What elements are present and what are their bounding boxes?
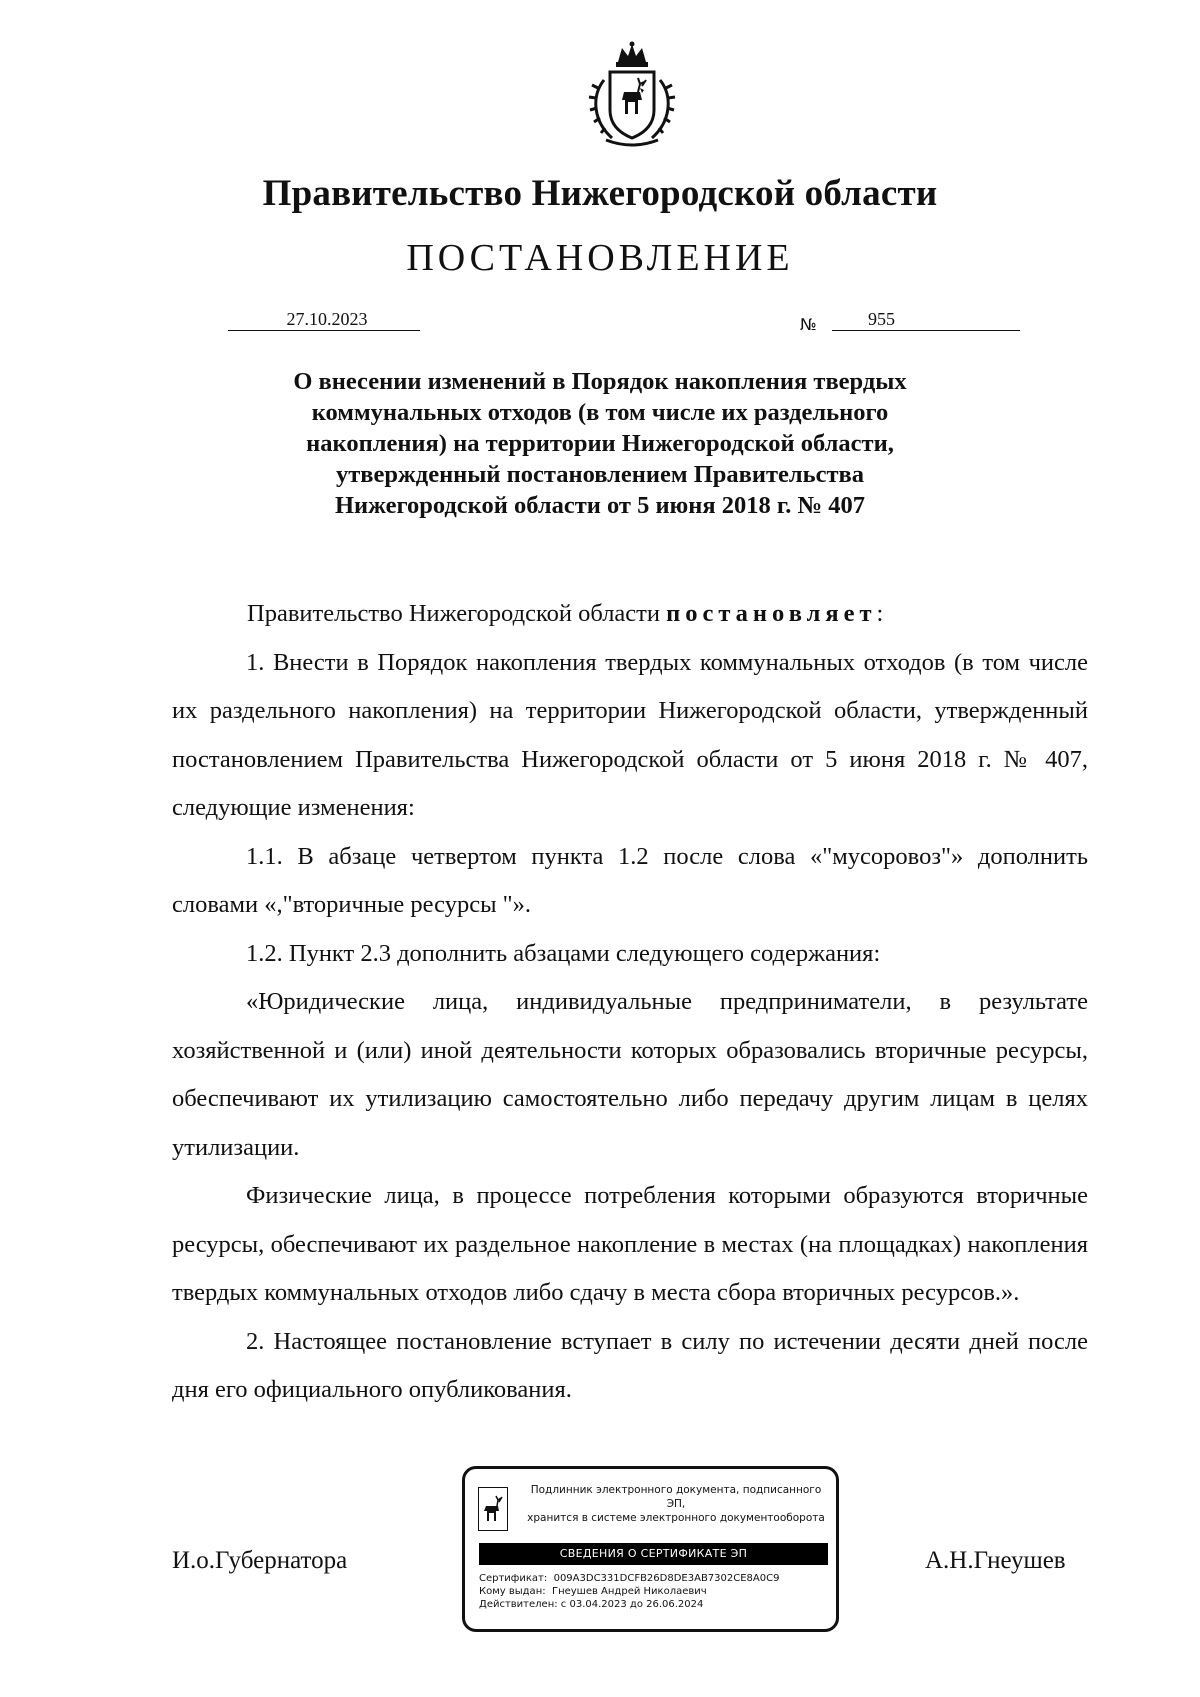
intro-prefix: Правительство Нижегородской области [247,600,667,627]
paragraph-1-1: 1.1. В абзаце четвертом пункта 1.2 после слова «"мусоровоз"» дополнить словами «,"вторичные ресурсы "». [172,842,1088,918]
document-number: 955 [832,307,1020,331]
document-type: ПОСТАНОВЛЕНИЕ [406,237,794,279]
issued-row [479,1585,779,1598]
valid-label: Действителен: [479,1599,558,1610]
issued-label: Кому выдан: [479,1586,546,1597]
issued-value: Гнеушев Андрей Николаевич [551,1586,707,1597]
paragraph-1-2: 1.2. Пункт 2.3 дополнить абзацами следующего содержания: [246,939,881,967]
document-date: 27.10.2023 [228,307,420,331]
electronic-signature-stamp [462,1466,839,1632]
intro-paragraph [172,590,1088,639]
quoted-paragraph-1: «Юридические лица, индивидуальные предприниматели, в результате хозяйственной и (или) иной деятельности которых образовались вторичные ресурсы, обеспечивают их утилизацию самостоятельно либо передачу другим лицам в целях утилизации. [172,988,1088,1161]
signatory-name: А.Н.Гнеушев [925,1547,1066,1574]
certificate-row [479,1572,779,1585]
number-sign: № [800,315,817,334]
quoted-paragraph-2: Физические лица, в процессе потребления которыми образуются вторичные ресурсы, обеспечивают их раздельное накопление в местах (на площадках) накопления твердых коммунальных отходов либо сдачу в места сбора вторичных ресурсов.». [172,1182,1088,1306]
stamp-header [520,1483,832,1525]
stamp-line-2: хранится в системе электронного документооборота [527,1512,825,1524]
signatory-position: И.о.Губернатора [172,1547,348,1574]
document-heading: О внесении изменений в Порядок накопления твердых коммунальных отходов (в том числе их раздельного накопления) на территории Нижегородской области, утвержденный постановлением Правительства Нижегородской области от 5 июня 2018 г. № 407 [293,368,907,519]
paragraph-1: 1. Внести в Порядок накопления твердых коммунальных отходов (в том числе их раздельного накопления) на территории Нижегородской области, утвержденный постановлением Правительства Нижегородской области от 5 июня 2018 г. № 407, следующие изменения: [172,648,1088,821]
document-body [172,590,1088,1415]
certificate-bar: СВЕДЕНИЯ О СЕРТИФИКАТЕ ЭП [479,1543,828,1565]
valid-row [479,1598,779,1611]
stamp-line-1: Подлинник электронного документа, подписанного ЭП, [530,1484,822,1510]
deer-emblem-icon [478,1487,508,1531]
valid-value: с 03.04.2023 до 26.06.2024 [560,1599,704,1610]
paragraph-2: 2. Настоящее постановление вступает в силу по истечении десяти дней после дня его официального опубликования. [172,1327,1088,1403]
intro-resolves: постановляет [666,600,877,627]
certificate-details [479,1572,779,1611]
cert-label: Сертификат: [479,1573,548,1584]
coat-of-arms-emblem [578,40,686,150]
intro-suffix: : [876,600,884,627]
government-title: Правительство Нижегородской области [262,173,938,214]
cert-value: 009A3DC331DCFB26D8DE3AB7302CE8A0C9 [553,1573,780,1584]
